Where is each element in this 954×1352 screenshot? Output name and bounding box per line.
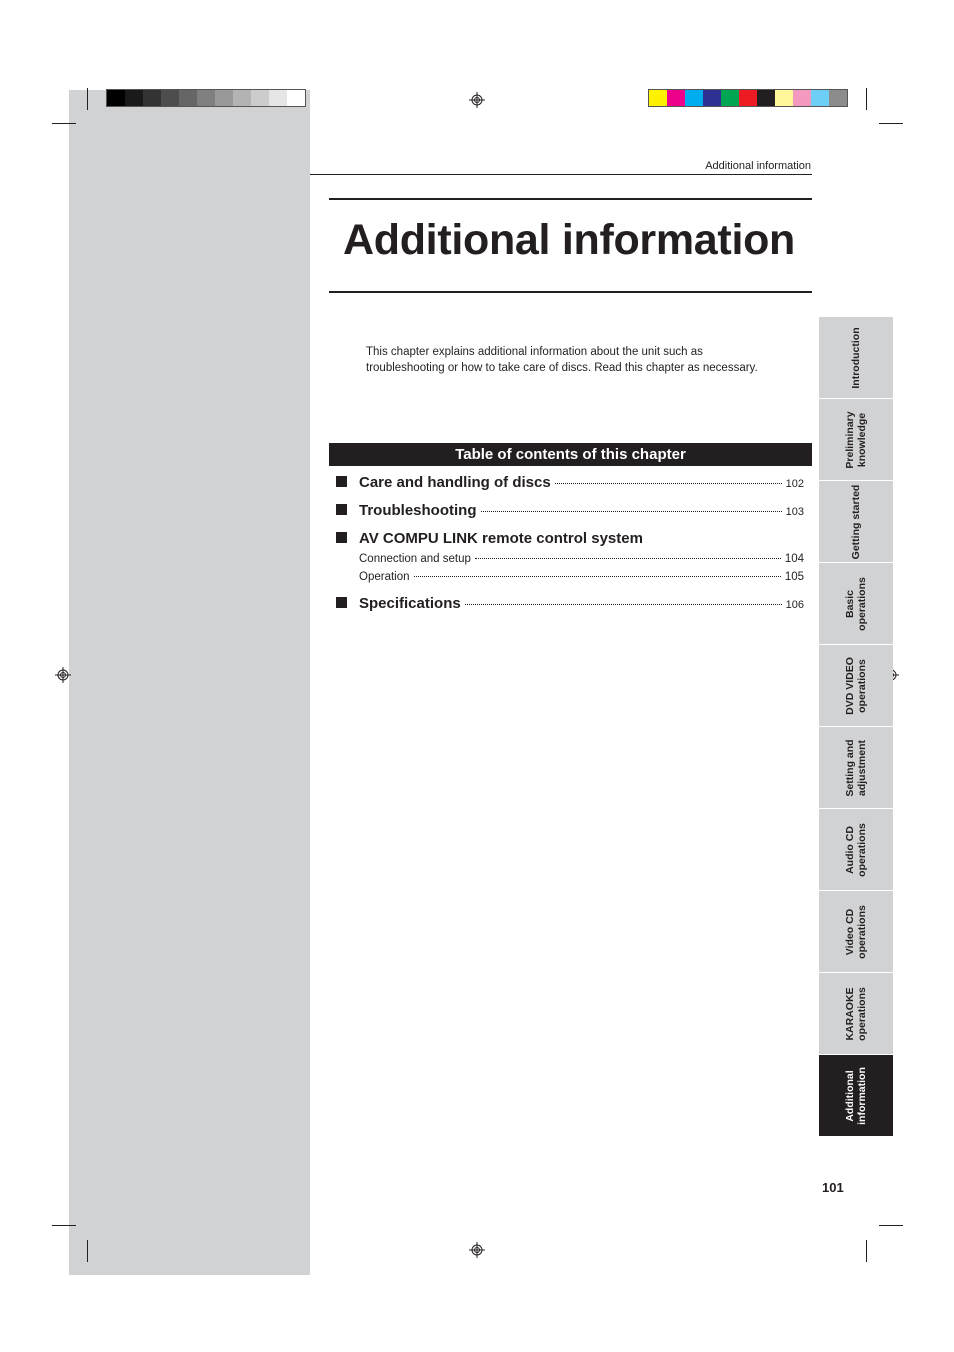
- side-tab-introduction[interactable]: [819, 317, 893, 399]
- color-swatch: [197, 90, 215, 106]
- tab-label-line: operations: [856, 658, 868, 713]
- dot-leader: [481, 511, 782, 512]
- color-swatch: [107, 90, 125, 106]
- toc-subitem[interactable]: [359, 571, 804, 583]
- tab-label-line: Setting and: [844, 738, 856, 797]
- square-bullet-icon: [336, 597, 347, 608]
- side-tab-audio-cd-operations[interactable]: [819, 809, 893, 891]
- color-swatch: [811, 90, 829, 106]
- crop-mark: [52, 123, 76, 124]
- color-swatch: [703, 90, 721, 106]
- tab-label-line: Audio CD: [844, 825, 856, 874]
- color-swatch: [287, 90, 305, 106]
- registration-mark-icon: [55, 667, 71, 683]
- chapter-title: Additional information: [343, 216, 796, 264]
- toc-item[interactable]: [336, 474, 804, 491]
- tab-label-line: operations: [856, 576, 868, 631]
- side-tab-setting-and-adjustment[interactable]: [819, 727, 893, 809]
- toc-subitem-page: 104: [784, 553, 804, 565]
- tab-label-line: adjustment: [856, 739, 868, 796]
- toc-item-label: Specifications: [359, 595, 461, 612]
- tab-label-line: information: [856, 1066, 868, 1125]
- color-swatch: [685, 90, 703, 106]
- side-tab-getting-started[interactable]: [819, 481, 893, 563]
- side-tab-additional-information[interactable]: [819, 1055, 893, 1137]
- square-bullet-icon: [336, 476, 347, 487]
- tab-label-line: Additional: [844, 1069, 856, 1122]
- page-number: 101: [822, 1180, 844, 1195]
- left-gray-panel: [69, 90, 310, 1275]
- color-swatch: [179, 90, 197, 106]
- side-tab-basic-operations[interactable]: [819, 563, 893, 645]
- side-tab-video-cd-operations[interactable]: [819, 891, 893, 973]
- side-tab-preliminary-knowledge[interactable]: [819, 399, 893, 481]
- color-swatch: [757, 90, 775, 106]
- crop-mark: [879, 123, 903, 124]
- side-tab-karaoke-operations[interactable]: [819, 973, 893, 1055]
- registration-mark-icon: [469, 1242, 485, 1258]
- toc-item-label: AV COMPU LINK remote control system: [359, 530, 643, 547]
- crop-mark: [866, 88, 867, 110]
- crop-mark: [87, 88, 88, 110]
- header-rule: [310, 174, 812, 175]
- toc-heading: Table of contents of this chapter: [329, 443, 812, 466]
- toc-item[interactable]: [336, 502, 804, 519]
- color-swatch: [793, 90, 811, 106]
- toc-subitem-label: Operation: [359, 571, 410, 583]
- color-swatch: [775, 90, 793, 106]
- chapter-intro: This chapter explains additional information about the unit such as troubleshooting or how to take care of discs. Read this chapter as necessary.: [366, 346, 758, 374]
- dot-leader: [555, 483, 782, 484]
- tab-label-line: operations: [856, 986, 868, 1041]
- color-swatch: [143, 90, 161, 106]
- title-bottom-rule: [329, 291, 812, 293]
- toc-subitem-page: 105: [784, 571, 804, 583]
- tab-label-line: Video CD: [844, 908, 856, 955]
- color-swatch: [125, 90, 143, 106]
- toc-subitem-label: Connection and setup: [359, 553, 471, 565]
- color-swatch: [233, 90, 251, 106]
- toc-item-label: Care and handling of discs: [359, 474, 551, 491]
- toc-item[interactable]: [336, 530, 804, 547]
- toc-item[interactable]: [336, 595, 804, 612]
- crop-mark: [879, 1225, 903, 1226]
- color-swatch: [667, 90, 685, 106]
- tab-label-line: KARAOKE: [844, 986, 856, 1041]
- color-calibration-bar: [648, 89, 848, 107]
- tab-label-line: operations: [856, 904, 868, 959]
- toc-item-label: Troubleshooting: [359, 502, 477, 519]
- toc-item-page: 103: [785, 506, 804, 518]
- registration-mark-icon: [469, 92, 485, 108]
- square-bullet-icon: [336, 504, 347, 515]
- dot-leader: [465, 604, 782, 605]
- color-swatch: [649, 90, 667, 106]
- toc-subitem[interactable]: [359, 553, 804, 565]
- gray-calibration-bar: [106, 89, 306, 107]
- title-top-rule: [329, 198, 812, 200]
- color-swatch: [721, 90, 739, 106]
- crop-mark: [866, 1240, 867, 1262]
- color-swatch: [215, 90, 233, 106]
- dot-leader: [414, 576, 781, 577]
- square-bullet-icon: [336, 532, 347, 543]
- color-swatch: [269, 90, 287, 106]
- tab-label-line: operations: [856, 822, 868, 877]
- chapter-side-tabs: [819, 317, 893, 1137]
- side-tab-dvd-video-operations[interactable]: [819, 645, 893, 727]
- color-swatch: [251, 90, 269, 106]
- tab-label-line: knowledge: [856, 412, 868, 467]
- crop-mark: [52, 1225, 76, 1226]
- dot-leader: [475, 558, 781, 559]
- tab-label-line: Getting started: [850, 484, 862, 559]
- color-swatch: [161, 90, 179, 106]
- toc-item-page: 106: [785, 599, 804, 611]
- running-head: Additional information: [705, 160, 811, 172]
- toc-item-page: 102: [785, 478, 804, 490]
- color-swatch: [739, 90, 757, 106]
- tab-label-line: Basic: [844, 589, 856, 618]
- tab-label-line: Introduction: [850, 326, 862, 389]
- color-swatch: [829, 90, 847, 106]
- crop-mark: [87, 1240, 88, 1262]
- tab-label-line: Preliminary: [844, 410, 856, 469]
- tab-label-line: DVD VIDEO: [844, 656, 856, 715]
